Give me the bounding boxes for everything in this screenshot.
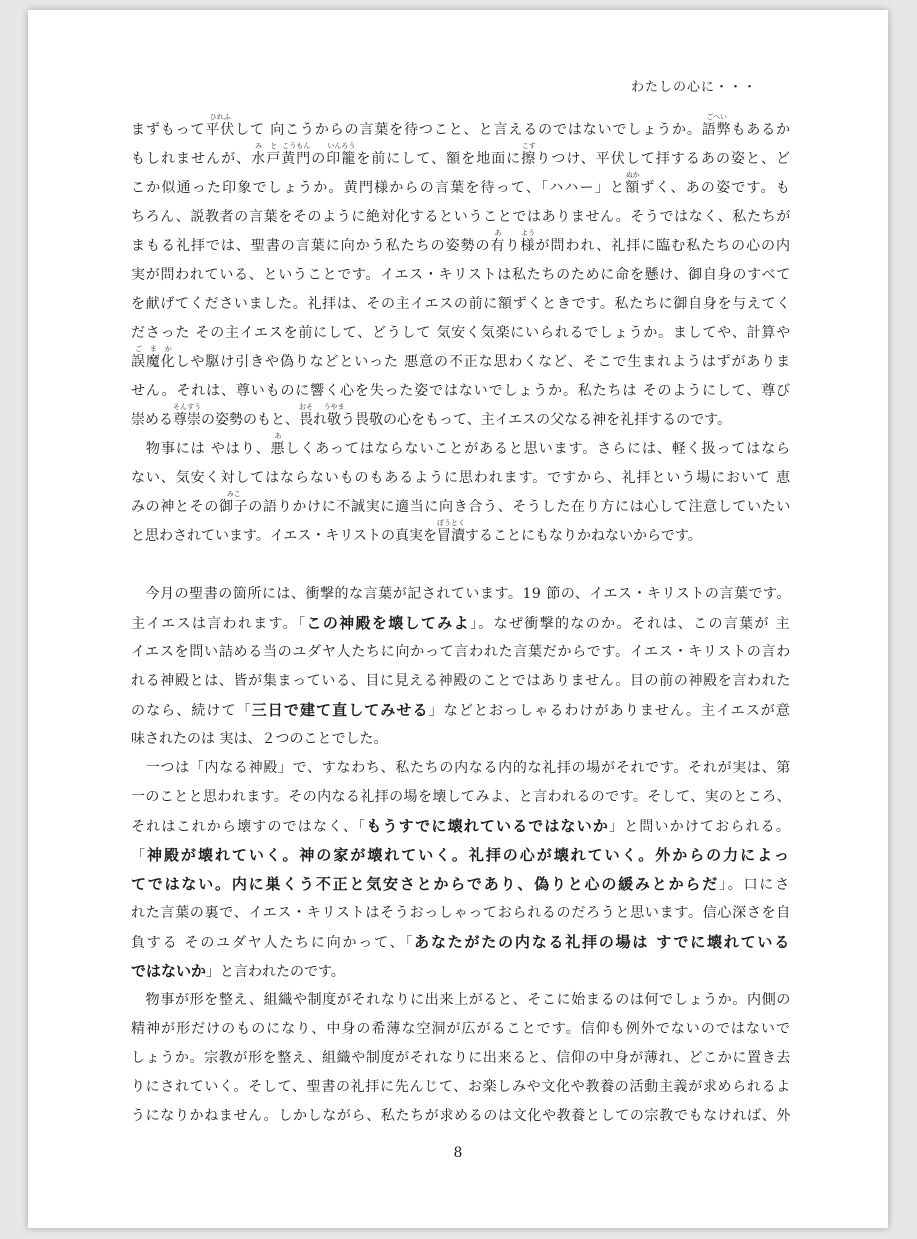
ruby-annotation: あ xyxy=(274,432,282,440)
text-line xyxy=(131,870,791,899)
text-line xyxy=(131,580,791,609)
text-line xyxy=(131,290,791,319)
line-content xyxy=(131,899,791,928)
ruby-word xyxy=(521,142,537,167)
ruby-word xyxy=(160,345,176,370)
text-run: の語りかけに不誠実に適当に向き合う、そうした在り方には心して注意していたい xyxy=(248,499,792,515)
text-run: れる神殿とは、皆が集まっている、目に見える神殿のことではありません。目の前の神殿を言われた xyxy=(131,673,791,689)
text-run: もあるか xyxy=(731,122,792,138)
text-run: 精神が形だけのものになり、中身の希薄な空洞が広がることです。信仰も例外でないのではないで xyxy=(131,1021,791,1037)
line-content xyxy=(131,1102,791,1131)
text-run: せん。それは、尊いものに響く心を失った姿ではないでしょうか。私たちは そのようにして、尊び xyxy=(131,383,791,399)
ruby-annotation: ひれふ xyxy=(209,113,231,121)
running-header: わたしの心に・・・ xyxy=(630,80,757,95)
text-run: それはこれから壊すのではなく、「 xyxy=(131,819,367,835)
ruby-annotation: ぬか xyxy=(625,171,640,179)
text-line xyxy=(131,928,791,957)
text-run: イエスを問い詰める当のユダヤ人たちに向かって言われた言葉だからです。イエス・キリストの言わ xyxy=(131,644,792,660)
text-run: ちろん、説教者の言葉をそのように絶対化するということではありません。そうではなく、私たちが xyxy=(131,209,791,225)
text-line xyxy=(131,377,791,406)
text-run: 「 xyxy=(131,848,147,864)
ruby-base: 悪 xyxy=(270,441,286,457)
ruby-base: 尊崇 xyxy=(173,412,201,428)
ruby-base: 語弊 xyxy=(701,122,732,138)
text-run: の姿勢のもと、 xyxy=(201,412,299,428)
text-run: 一つは「内なる神殿」で、すなわち、私たちの内なる内的な礼拝の場がそれです。それが実は、第 xyxy=(131,760,792,776)
ruby-word xyxy=(251,142,267,167)
text-run: れ xyxy=(313,412,327,428)
text-line xyxy=(131,725,791,754)
ruby-annotation: と xyxy=(270,142,278,150)
ruby-word xyxy=(323,403,345,428)
text-run: 味されたのは 実は、２つのことでした。 xyxy=(131,731,388,747)
line-content xyxy=(131,928,791,958)
line-content xyxy=(131,870,791,900)
ruby-base: 畏 xyxy=(299,412,313,428)
text-run: まずもって xyxy=(131,122,206,138)
line-content xyxy=(131,171,791,203)
text-line xyxy=(131,464,791,493)
ruby-word xyxy=(520,229,536,254)
text-line xyxy=(131,142,792,174)
line-content xyxy=(131,319,791,348)
text-run: が問われ、礼拝に臨む私たちの心の内 xyxy=(535,238,792,254)
text-line xyxy=(131,667,791,696)
line-content xyxy=(131,986,791,1015)
text-run: 」などとおっしゃるわけがありません。主イエスが意 xyxy=(428,703,791,719)
emphasized-quote: この神殿を壊してみよ xyxy=(306,614,470,632)
text-run: もしれませんが、 xyxy=(131,151,252,167)
line-content xyxy=(131,345,792,377)
text-run: の xyxy=(311,151,327,167)
text-run: しくあってはならないことがあると思います。さらには、軽く扱ってはなら xyxy=(285,441,792,457)
emphasized-quote: あなたがたの内なる礼拝の場は すでに壊れている xyxy=(414,933,791,951)
text-run: うになりかねません。しかしながら、私たちが求めるのは文化や教養としての宗教でもなければ、外 xyxy=(131,1108,791,1124)
text-run: 物事が形を整え、組織や制度がそれなりに出来上がると、そこに始まるのは何でしょうか。内側の xyxy=(131,992,791,1008)
ruby-base: 黄門 xyxy=(281,151,312,167)
ruby-base: 水 xyxy=(251,151,267,167)
ruby-annotation: こうもん xyxy=(282,142,311,150)
line-content xyxy=(131,290,791,319)
text-run: しや駆け引きや偽りなどといった 悪意の不正な思わくなど、そこで生まれようはずがありま xyxy=(175,354,792,370)
body-text xyxy=(131,113,792,1131)
ruby-annotation: いんろう xyxy=(327,142,356,150)
line-content xyxy=(131,113,792,145)
ruby-base: 戸 xyxy=(266,151,282,167)
text-run: ずく、あの姿です。も xyxy=(640,180,791,196)
line-content xyxy=(131,841,791,871)
text-line xyxy=(131,261,791,290)
text-line xyxy=(131,609,791,638)
ruby-word xyxy=(205,113,236,138)
paragraph xyxy=(131,986,791,1131)
text-line xyxy=(131,754,791,783)
line-content xyxy=(131,667,791,696)
text-run: と思わされています。イエス・キリストの真実を xyxy=(131,528,438,544)
line-content xyxy=(131,403,732,435)
ruby-annotation: うやま xyxy=(323,403,345,411)
ruby-annotation: ま xyxy=(149,345,157,353)
ruby-annotation: みこ xyxy=(226,490,241,498)
text-run: を献げてくださいました。礼拝は、その主イエスの前に額ずくときです。私たちに御自身を与えてく xyxy=(131,296,791,312)
text-run: 」。なぜ衝撃的なのか。それは、この言葉が 主 xyxy=(469,616,792,632)
line-content xyxy=(131,609,791,639)
ruby-base: 平伏 xyxy=(205,122,236,138)
line-content xyxy=(131,1015,791,1044)
line-content xyxy=(131,464,791,493)
text-line xyxy=(131,403,791,435)
line-content xyxy=(131,783,791,812)
line-content xyxy=(131,432,792,464)
line-content xyxy=(131,519,702,551)
text-run: 崇める xyxy=(131,412,173,428)
line-content xyxy=(131,377,791,406)
line-content xyxy=(131,203,791,232)
line-content xyxy=(131,725,387,754)
text-run: 今月の聖書の箇所には、衝撃的な言葉が記されています。19 節の、イエス・キリストの言葉です。 xyxy=(131,586,792,602)
line-content xyxy=(131,638,791,667)
line-content xyxy=(131,142,792,174)
ruby-base: 誤 xyxy=(131,354,146,370)
ruby-annotation: ご xyxy=(134,345,142,353)
ruby-base: 化 xyxy=(160,354,176,370)
text-line xyxy=(131,229,792,261)
ruby-base: 有 xyxy=(490,238,506,254)
text-line xyxy=(131,490,792,522)
ruby-base: 御子 xyxy=(219,499,249,515)
line-content xyxy=(131,1044,791,1073)
page-number: 8 xyxy=(453,1145,463,1161)
text-run: こか似通った印象でしょうか。黄門様からの言葉を待って、「ハハー」と xyxy=(131,180,626,196)
ruby-base: 額 xyxy=(625,180,641,196)
ruby-annotation: ごへい xyxy=(706,113,727,121)
ruby-annotation: か xyxy=(164,345,172,353)
text-line xyxy=(131,1102,791,1131)
text-line xyxy=(131,1044,791,1073)
ruby-annotation: そんすう xyxy=(173,403,201,411)
text-line xyxy=(131,812,791,841)
text-run: れた言葉の裏で、イエス・キリストはそうおっしゃっておられるのだろうと思います。信心深さを自 xyxy=(131,905,791,921)
text-line xyxy=(131,171,791,203)
line-content xyxy=(131,261,791,290)
text-line xyxy=(131,783,791,812)
ruby-base: 魔 xyxy=(145,354,161,370)
text-run: を前にして、額を地面に xyxy=(356,151,522,167)
text-line xyxy=(131,638,791,667)
ruby-word xyxy=(490,229,506,254)
text-run: 負する そのユダヤ人たちに向かって、「 xyxy=(131,935,415,951)
text-run: ない、気安く対してはならないものもあるように思われます。ですから、礼拝という場において 恵 xyxy=(131,470,792,486)
line-content xyxy=(131,957,345,987)
line-content xyxy=(131,696,791,726)
text-run: りにされていく。そして、聖書の礼拝に先んじて、お楽しみや文化や教養の活動主義が求められるよ xyxy=(131,1079,791,1095)
text-line xyxy=(131,345,792,377)
text-line xyxy=(131,1015,791,1044)
text-line xyxy=(131,986,791,1015)
ruby-word xyxy=(701,113,732,138)
line-content xyxy=(131,229,792,261)
text-run: 実が問われている、ということです。イエス・キリストは私たちのために命を懸け、御自身のすべて xyxy=(131,267,792,283)
text-line xyxy=(131,113,792,145)
ruby-annotation: み xyxy=(255,142,263,150)
ruby-base: 擦 xyxy=(521,151,537,167)
line-content xyxy=(131,812,791,842)
line-content xyxy=(131,580,791,609)
text-run: 物事には やはり、 xyxy=(131,441,271,457)
paragraph xyxy=(131,432,792,551)
text-line xyxy=(131,519,791,551)
emphasized-quote: てではない。内に巣くう不正と気安さとからであり、偽りと心の緩みとからだ xyxy=(131,875,719,893)
text-line xyxy=(131,319,791,348)
line-content xyxy=(131,490,792,522)
ruby-word xyxy=(270,432,286,457)
text-line xyxy=(131,899,791,928)
emphasized-quote: もうすでに壊れているではないか xyxy=(366,817,610,835)
emphasized-quote: 神殿が壊れていく。神の家が壊れていく。礼拝の心が壊れていく。外からの力によっ xyxy=(146,846,792,864)
text-run: う畏敬の心をもって、主イエスの父なる神を礼拝するのです。 xyxy=(341,412,732,428)
text-line xyxy=(131,203,791,232)
ruby-annotation: よう xyxy=(521,229,535,237)
ruby-base: 印籠 xyxy=(326,151,357,167)
ruby-word xyxy=(219,490,249,515)
ruby-base: 敬 xyxy=(327,412,341,428)
ruby-word xyxy=(299,403,313,428)
text-line xyxy=(131,1073,791,1102)
ruby-word xyxy=(131,345,146,370)
text-run: 主イエスは言われます。「 xyxy=(131,616,307,632)
text-run: 」。口にさ xyxy=(719,877,792,893)
line-content xyxy=(131,1073,791,1102)
text-line xyxy=(131,841,791,870)
text-section xyxy=(131,113,792,551)
paragraph xyxy=(131,580,791,754)
text-run: のなら、続けて「 xyxy=(131,703,252,719)
ruby-word xyxy=(326,142,357,167)
text-line xyxy=(131,696,791,725)
text-run: まもる礼拝では、聖書の言葉に向かう私たちの姿勢の xyxy=(131,238,491,254)
text-line xyxy=(131,957,791,986)
emphasized-quote: ではないか xyxy=(131,962,207,980)
document-page xyxy=(28,10,888,1228)
ruby-word xyxy=(173,403,201,428)
text-run: 」と問いかけておられる。 xyxy=(609,819,791,835)
text-section xyxy=(131,580,791,1131)
text-run: り xyxy=(505,238,521,254)
ruby-word xyxy=(625,171,641,196)
text-run: 一のことと思われます。その内なる礼拝の場を壊してみよ、と言われるのです。そして、実のところ、 xyxy=(131,789,792,805)
ruby-base: 冒瀆 xyxy=(437,528,466,544)
text-run: 」と言われたのです。 xyxy=(206,964,345,980)
ruby-base: 様 xyxy=(520,238,536,254)
ruby-annotation: あ xyxy=(494,229,502,237)
ruby-word xyxy=(145,345,161,370)
ruby-word xyxy=(266,142,282,167)
ruby-annotation: おそ xyxy=(299,403,313,411)
ruby-annotation: こす xyxy=(521,142,536,150)
text-run: みの神とその xyxy=(131,499,220,515)
paragraph xyxy=(131,754,791,986)
paragraph xyxy=(131,113,792,435)
line-content xyxy=(131,754,791,783)
text-line xyxy=(131,432,792,464)
text-run: りつけ、平伏して拝するあの姿と、ど xyxy=(536,151,792,167)
emphasized-quote: 三日で建て直してみせる xyxy=(251,701,429,719)
ruby-annotation: ぼうとく xyxy=(437,519,466,527)
text-run: ださった その主イエスを前にして、どうして 気安く気楽にいられるでしょうか。ましてや、計算や xyxy=(131,325,791,341)
text-run: して 向こうからの言葉を待つこと、と言えるのではないでしょうか。 xyxy=(235,122,702,138)
ruby-word xyxy=(437,519,466,544)
ruby-word xyxy=(281,142,312,167)
text-run: しょうか。宗教が形を整え、組織や制度がそれなりに出来ると、信仰の中身が薄れ、どこかに置き去 xyxy=(131,1050,791,1066)
text-run: することにもなりかねないからです。 xyxy=(465,528,702,544)
